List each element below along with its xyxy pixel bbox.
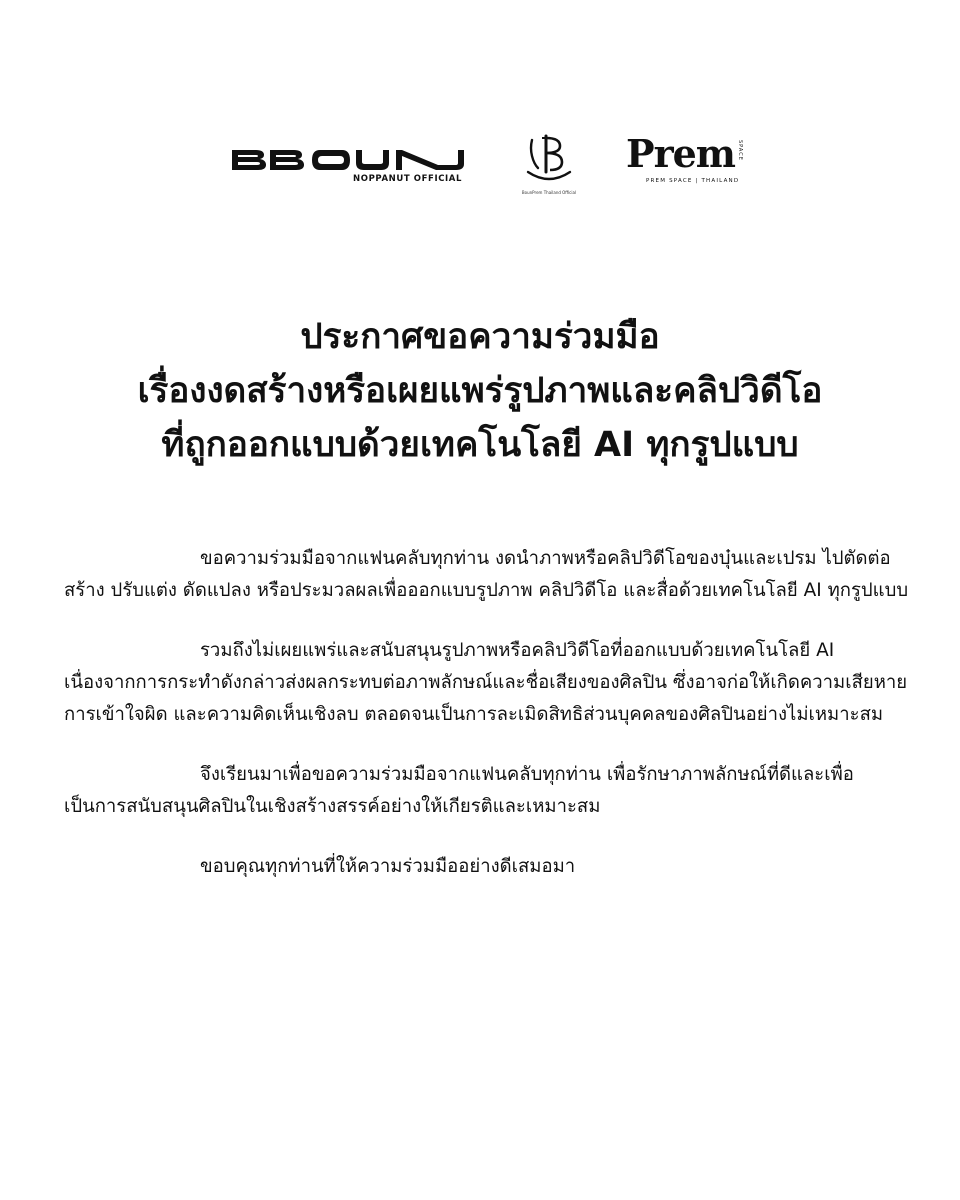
prem-wordmark: Prem xyxy=(626,131,735,176)
title-line-2: เรื่องงดสร้างหรือเผยแพร่รูปภาพและคลิปวิดีโอ xyxy=(137,371,823,411)
bboun-subtitle: NOPPANUT OFFICIAL xyxy=(353,174,462,184)
bp-monogram xyxy=(524,132,574,188)
announcement-title xyxy=(0,310,960,472)
bp-caption: BounPrem Thailand Official xyxy=(521,190,577,195)
bboun-logo xyxy=(230,146,466,186)
paragraph-1: ขอความร่วมมือจากแฟนคลับทุกท่าน งดนำภาพหรือคลิปวิดีโอของบุ๋นและเปรม ไปตัดต่อ สร้าง ปรับแต่ง ดัดแปลง หรือประมวลผลเพื่อออกแบบรูปภาพ คลิปวิดีโอ และสื่อด้วยเทคโนโลยี AI ทุกรูปแบบ xyxy=(64,548,909,601)
bounprem-logo xyxy=(518,132,580,198)
logo-bar xyxy=(0,128,960,200)
paragraph-2: รวมถึงไม่เผยแพร่และสนับสนุนรูปภาพหรือคลิปวิดีโอที่ออกแบบด้วยเทคโนโลยี AI เนื่องจากการกระทำดังกล่าวส่งผลกระทบต่อภาพลักษณ์และชื่อเสียงของศิลปิน ซึ่งอาจก่อให้เกิดความเสียหาย การเข้าใจผิด และความคิดเห็นเชิงลบ ตลอดจนเป็นการละเมิดสิทธิส่วนบุคคลของศิลปินอย่างไม่เหมาะสม xyxy=(64,640,908,725)
paragraph-4: ขอบคุณทุกท่านที่ให้ความร่วมมืออย่างดีเสมอมา xyxy=(200,856,576,877)
paragraph-3: จึงเรียนมาเพื่อขอความร่วมมือจากแฟนคลับทุกท่าน เพื่อรักษาภาพลักษณ์ที่ดีและเพื่อเป็นการสนับสนุนศิลปินในเชิงสร้างสรรค์อย่างให้เกียรติและเหมาะสม xyxy=(64,764,854,817)
prem-tagline: PREM SPACE | THAILAND xyxy=(646,178,740,184)
prem-vertical-text: SPACE xyxy=(737,140,743,161)
bboun-wordmark xyxy=(230,146,466,172)
title-line-3: ที่ถูกออกแบบด้วยเทคโนโลยี AI ทุกรูปแบบ xyxy=(161,425,799,465)
announcement-body xyxy=(64,543,910,911)
prem-logo xyxy=(626,131,756,194)
title-line-1: ประกาศขอความร่วมมือ xyxy=(300,317,660,357)
